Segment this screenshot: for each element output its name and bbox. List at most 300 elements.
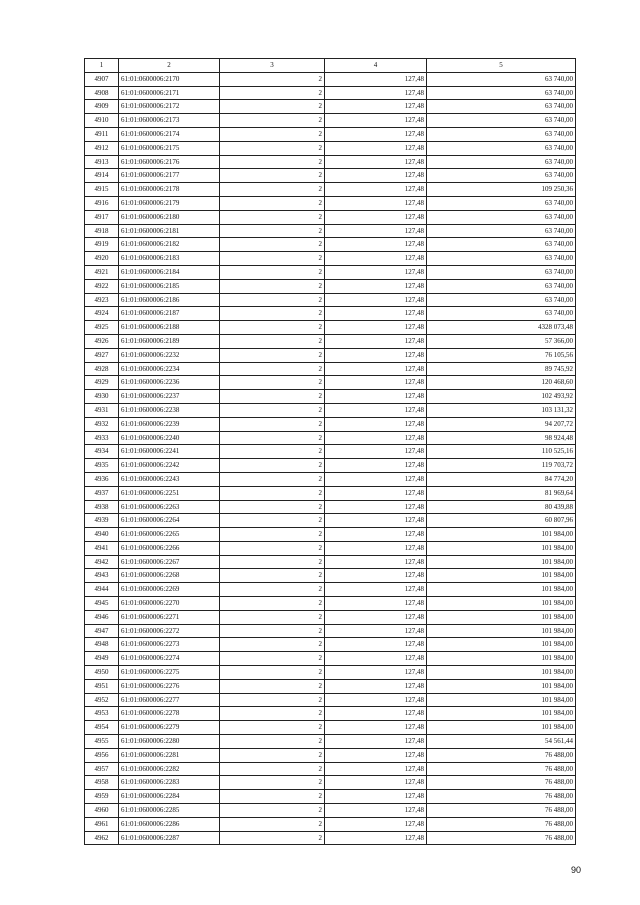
table-row [85,459,576,473]
table-cell: 98 924,48 [427,431,576,445]
table-cell: 2 [220,459,325,473]
table-cell: 4939 [85,514,119,528]
table-cell: 81 969,64 [427,486,576,500]
table-row [85,196,576,210]
table-cell: 101 984,00 [427,610,576,624]
table-cell: 76 488,00 [427,817,576,831]
table-cell: 101 984,00 [427,679,576,693]
table-cell: 2 [220,831,325,845]
table-cell: 127,48 [325,555,427,569]
table-row [85,210,576,224]
table-cell: 4917 [85,210,119,224]
table-cell: 127,48 [325,183,427,197]
table-cell: 4934 [85,445,119,459]
table-cell: 4921 [85,265,119,279]
table-cell: 63 740,00 [427,100,576,114]
table-cell: 127,48 [325,707,427,721]
table-row [85,334,576,348]
table-cell: 127,48 [325,210,427,224]
table-row [85,265,576,279]
table-cell: 127,48 [325,638,427,652]
table-cell: 101 984,00 [427,693,576,707]
table-cell: 61:01:0600006:2236 [119,376,220,390]
table-cell: 94 207,72 [427,417,576,431]
table-cell: 127,48 [325,514,427,528]
table-cell: 2 [220,100,325,114]
column-header-1: 1 [85,59,119,73]
table-cell: 127,48 [325,238,427,252]
table-cell: 127,48 [325,624,427,638]
table-cell: 2 [220,114,325,128]
table-cell: 61:01:0600006:2240 [119,431,220,445]
table-cell: 2 [220,776,325,790]
table-cell: 54 561,44 [427,735,576,749]
table-cell: 127,48 [325,735,427,749]
table-cell: 61:01:0600006:2266 [119,541,220,555]
table-cell: 61:01:0600006:2264 [119,514,220,528]
table-cell: 127,48 [325,348,427,362]
table-cell: 102 493,92 [427,390,576,404]
table-row [85,817,576,831]
table-cell: 127,48 [325,459,427,473]
table-cell: 63 740,00 [427,72,576,86]
table-row [85,183,576,197]
table-cell: 127,48 [325,279,427,293]
table-cell: 4943 [85,569,119,583]
table-cell: 63 740,00 [427,127,576,141]
table-cell: 63 740,00 [427,196,576,210]
table-cell: 127,48 [325,528,427,542]
column-header-5: 5 [427,59,576,73]
table-cell: 61:01:0600006:2276 [119,679,220,693]
table-cell: 4957 [85,762,119,776]
table-row [85,155,576,169]
table-cell: 2 [220,486,325,500]
table-cell: 127,48 [325,307,427,321]
table-cell: 4910 [85,114,119,128]
table-cell: 61:01:0600006:2251 [119,486,220,500]
table-cell: 2 [220,597,325,611]
table-cell: 4950 [85,666,119,680]
table-cell: 127,48 [325,831,427,845]
header-row [85,59,576,73]
table-cell: 127,48 [325,403,427,417]
table-cell: 4962 [85,831,119,845]
table-cell: 61:01:0600006:2278 [119,707,220,721]
table-cell: 4933 [85,431,119,445]
table-cell: 127,48 [325,224,427,238]
table-cell: 127,48 [325,500,427,514]
table-cell: 4931 [85,403,119,417]
table-cell: 63 740,00 [427,238,576,252]
table-cell: 63 740,00 [427,279,576,293]
table-cell: 61:01:0600006:2284 [119,790,220,804]
table-cell: 101 984,00 [427,569,576,583]
table-cell: 101 984,00 [427,583,576,597]
table-cell: 63 740,00 [427,141,576,155]
table-cell: 101 984,00 [427,555,576,569]
table-cell: 127,48 [325,776,427,790]
table-cell: 63 740,00 [427,155,576,169]
table-cell: 4951 [85,679,119,693]
table-cell: 76 488,00 [427,776,576,790]
column-header-2: 2 [119,59,220,73]
table-cell: 61:01:0600006:2179 [119,196,220,210]
table-cell: 2 [220,403,325,417]
table-cell: 2 [220,804,325,818]
table-cell: 61:01:0600006:2279 [119,721,220,735]
table-cell: 103 131,32 [427,403,576,417]
table-row [85,748,576,762]
table-row [85,348,576,362]
table-cell: 2 [220,321,325,335]
table-cell: 4937 [85,486,119,500]
table-row [85,417,576,431]
table-cell: 127,48 [325,431,427,445]
table-cell: 2 [220,183,325,197]
table-cell: 4914 [85,169,119,183]
table-cell: 4959 [85,790,119,804]
table-cell: 61:01:0600006:2287 [119,831,220,845]
table-cell: 101 984,00 [427,652,576,666]
table-cell: 61:01:0600006:2185 [119,279,220,293]
table-cell: 2 [220,748,325,762]
table-cell: 4955 [85,735,119,749]
table-cell: 2 [220,196,325,210]
table-cell: 101 984,00 [427,528,576,542]
table-cell: 63 740,00 [427,265,576,279]
table-cell: 63 740,00 [427,210,576,224]
table-cell: 61:01:0600006:2269 [119,583,220,597]
table-cell: 2 [220,445,325,459]
table-cell: 2 [220,279,325,293]
table-cell: 2 [220,224,325,238]
table-row [85,100,576,114]
table-cell: 61:01:0600006:2270 [119,597,220,611]
table-cell: 4953 [85,707,119,721]
table-row [85,321,576,335]
table-cell: 2 [220,514,325,528]
table-cell: 4958 [85,776,119,790]
table-cell: 61:01:0600006:2277 [119,693,220,707]
table-cell: 4936 [85,472,119,486]
column-header-3: 3 [220,59,325,73]
table-cell: 127,48 [325,265,427,279]
table-cell: 4929 [85,376,119,390]
table-cell: 84 774,20 [427,472,576,486]
table-cell: 127,48 [325,790,427,804]
table-cell: 127,48 [325,693,427,707]
table-cell: 61:01:0600006:2285 [119,804,220,818]
table-cell: 101 984,00 [427,721,576,735]
table-cell: 2 [220,569,325,583]
table-cell: 2 [220,679,325,693]
table-cell: 4945 [85,597,119,611]
table-cell: 4924 [85,307,119,321]
table-cell: 127,48 [325,748,427,762]
table-row [85,569,576,583]
table-cell: 61:01:0600006:2274 [119,652,220,666]
table-cell: 63 740,00 [427,307,576,321]
table-cell: 110 525,16 [427,445,576,459]
table-cell: 61:01:0600006:2263 [119,500,220,514]
table-cell: 4911 [85,127,119,141]
table-cell: 2 [220,431,325,445]
table-cell: 127,48 [325,114,427,128]
table-cell: 63 740,00 [427,86,576,100]
table-cell: 76 488,00 [427,748,576,762]
table-cell: 2 [220,86,325,100]
table-row [85,666,576,680]
table-cell: 101 984,00 [427,638,576,652]
table-row [85,583,576,597]
table-cell: 4932 [85,417,119,431]
table-cell: 4947 [85,624,119,638]
table-cell: 127,48 [325,362,427,376]
table-cell: 61:01:0600006:2188 [119,321,220,335]
data-table [84,58,576,845]
table-row [85,127,576,141]
table-cell: 127,48 [325,762,427,776]
table-cell: 2 [220,334,325,348]
table-row [85,679,576,693]
table-cell: 63 740,00 [427,114,576,128]
table-cell: 4956 [85,748,119,762]
table-cell: 2 [220,141,325,155]
table-cell: 2 [220,693,325,707]
table-cell: 61:01:0600006:2174 [119,127,220,141]
table-cell: 2 [220,541,325,555]
table-cell: 127,48 [325,486,427,500]
table-row [85,486,576,500]
table-row [85,555,576,569]
table-cell: 127,48 [325,721,427,735]
table-cell: 127,48 [325,472,427,486]
table-row [85,86,576,100]
table-cell: 4909 [85,100,119,114]
table-cell: 4946 [85,610,119,624]
table-cell: 101 984,00 [427,707,576,721]
table-cell: 127,48 [325,141,427,155]
table-row [85,141,576,155]
table-row [85,652,576,666]
table-cell: 2 [220,417,325,431]
table-cell: 127,48 [325,583,427,597]
table-cell: 4949 [85,652,119,666]
table-row [85,238,576,252]
table-row [85,307,576,321]
table-cell: 127,48 [325,155,427,169]
table-body [85,72,576,845]
table-cell: 61:01:0600006:2267 [119,555,220,569]
table-cell: 2 [220,624,325,638]
table-cell: 2 [220,293,325,307]
table-cell: 76 488,00 [427,762,576,776]
table-cell: 127,48 [325,445,427,459]
table-row [85,804,576,818]
table-cell: 127,48 [325,293,427,307]
table-cell: 4938 [85,500,119,514]
table-cell: 2 [220,666,325,680]
table-row [85,721,576,735]
table-cell: 61:01:0600006:2275 [119,666,220,680]
table-cell: 61:01:0600006:2172 [119,100,220,114]
table-cell: 2 [220,610,325,624]
table-cell: 63 740,00 [427,169,576,183]
table-cell: 101 984,00 [427,666,576,680]
table-cell: 60 807,96 [427,514,576,528]
table-cell: 4925 [85,321,119,335]
table-cell: 61:01:0600006:2189 [119,334,220,348]
table-cell: 2 [220,72,325,86]
table-row [85,693,576,707]
table-cell: 2 [220,348,325,362]
page-number: 90 [571,865,582,875]
table-cell: 127,48 [325,679,427,693]
table-cell: 4954 [85,721,119,735]
table-row [85,528,576,542]
table-cell: 61:01:0600006:2176 [119,155,220,169]
table-cell: 2 [220,307,325,321]
table-cell: 127,48 [325,417,427,431]
table-cell: 61:01:0600006:2268 [119,569,220,583]
table-cell: 4940 [85,528,119,542]
table-cell: 4907 [85,72,119,86]
table-cell: 61:01:0600006:2282 [119,762,220,776]
table-row [85,362,576,376]
table-row [85,831,576,845]
table-cell: 61:01:0600006:2184 [119,265,220,279]
table-cell: 61:01:0600006:2286 [119,817,220,831]
table-cell: 4912 [85,141,119,155]
table-row [85,279,576,293]
table-row [85,541,576,555]
table-cell: 127,48 [325,541,427,555]
table-cell: 63 740,00 [427,293,576,307]
table-row [85,114,576,128]
table-cell: 4948 [85,638,119,652]
table-cell: 61:01:0600006:2243 [119,472,220,486]
table-cell: 127,48 [325,610,427,624]
table-cell: 4952 [85,693,119,707]
table-cell: 127,48 [325,252,427,266]
table-cell: 4328 073,48 [427,321,576,335]
table-cell: 120 468,60 [427,376,576,390]
table-cell: 127,48 [325,390,427,404]
table-cell: 127,48 [325,376,427,390]
table-cell: 61:01:0600006:2181 [119,224,220,238]
table-cell: 2 [220,390,325,404]
table-cell: 2 [220,210,325,224]
table-cell: 2 [220,528,325,542]
table-row [85,610,576,624]
table-cell: 127,48 [325,86,427,100]
table-cell: 2 [220,252,325,266]
table-cell: 2 [220,555,325,569]
table-cell: 4918 [85,224,119,238]
table-cell: 61:01:0600006:2234 [119,362,220,376]
table-cell: 76 488,00 [427,804,576,818]
table-cell: 61:01:0600006:2283 [119,776,220,790]
table-cell: 61:01:0600006:2273 [119,638,220,652]
table-cell: 4961 [85,817,119,831]
table-cell: 2 [220,376,325,390]
table-cell: 61:01:0600006:2280 [119,735,220,749]
table-cell: 4923 [85,293,119,307]
table-cell: 2 [220,583,325,597]
table-row [85,390,576,404]
table-row [85,790,576,804]
table-row [85,431,576,445]
table-cell: 2 [220,155,325,169]
table-header [85,59,576,73]
table-cell: 57 366,00 [427,334,576,348]
table-cell: 127,48 [325,334,427,348]
table-row [85,472,576,486]
table-cell: 4930 [85,390,119,404]
table-cell: 89 745,92 [427,362,576,376]
table-cell: 127,48 [325,817,427,831]
table-row [85,776,576,790]
table-cell: 61:01:0600006:2183 [119,252,220,266]
table-cell: 61:01:0600006:2271 [119,610,220,624]
table-row [85,624,576,638]
table-cell: 2 [220,762,325,776]
table-cell: 127,48 [325,321,427,335]
table-cell: 61:01:0600006:2265 [119,528,220,542]
table-cell: 2 [220,500,325,514]
table-row [85,224,576,238]
table-cell: 61:01:0600006:2241 [119,445,220,459]
table-row [85,376,576,390]
table-row [85,762,576,776]
table-cell: 61:01:0600006:2242 [119,459,220,473]
table-cell: 61:01:0600006:2175 [119,141,220,155]
table-cell: 2 [220,652,325,666]
table-cell: 61:01:0600006:2187 [119,307,220,321]
table-cell: 61:01:0600006:2182 [119,238,220,252]
table-cell: 127,48 [325,196,427,210]
table-cell: 76 488,00 [427,831,576,845]
table-cell: 127,48 [325,569,427,583]
table-cell: 4922 [85,279,119,293]
table-cell: 4960 [85,804,119,818]
table-cell: 61:01:0600006:2232 [119,348,220,362]
table-row [85,735,576,749]
table-cell: 127,48 [325,666,427,680]
table-cell: 2 [220,265,325,279]
table-cell: 119 703,72 [427,459,576,473]
table-row [85,252,576,266]
table-cell: 61:01:0600006:2272 [119,624,220,638]
table-cell: 4919 [85,238,119,252]
table-cell: 61:01:0600006:2178 [119,183,220,197]
table-cell: 61:01:0600006:2237 [119,390,220,404]
table-cell: 61:01:0600006:2180 [119,210,220,224]
table-cell: 4928 [85,362,119,376]
table-cell: 109 250,36 [427,183,576,197]
table-row [85,500,576,514]
table-cell: 2 [220,127,325,141]
table-cell: 61:01:0600006:2177 [119,169,220,183]
table-cell: 63 740,00 [427,252,576,266]
table-cell: 2 [220,817,325,831]
table-cell: 61:01:0600006:2186 [119,293,220,307]
table-cell: 4942 [85,555,119,569]
table-row [85,293,576,307]
table-cell: 4935 [85,459,119,473]
table-cell: 61:01:0600006:2173 [119,114,220,128]
